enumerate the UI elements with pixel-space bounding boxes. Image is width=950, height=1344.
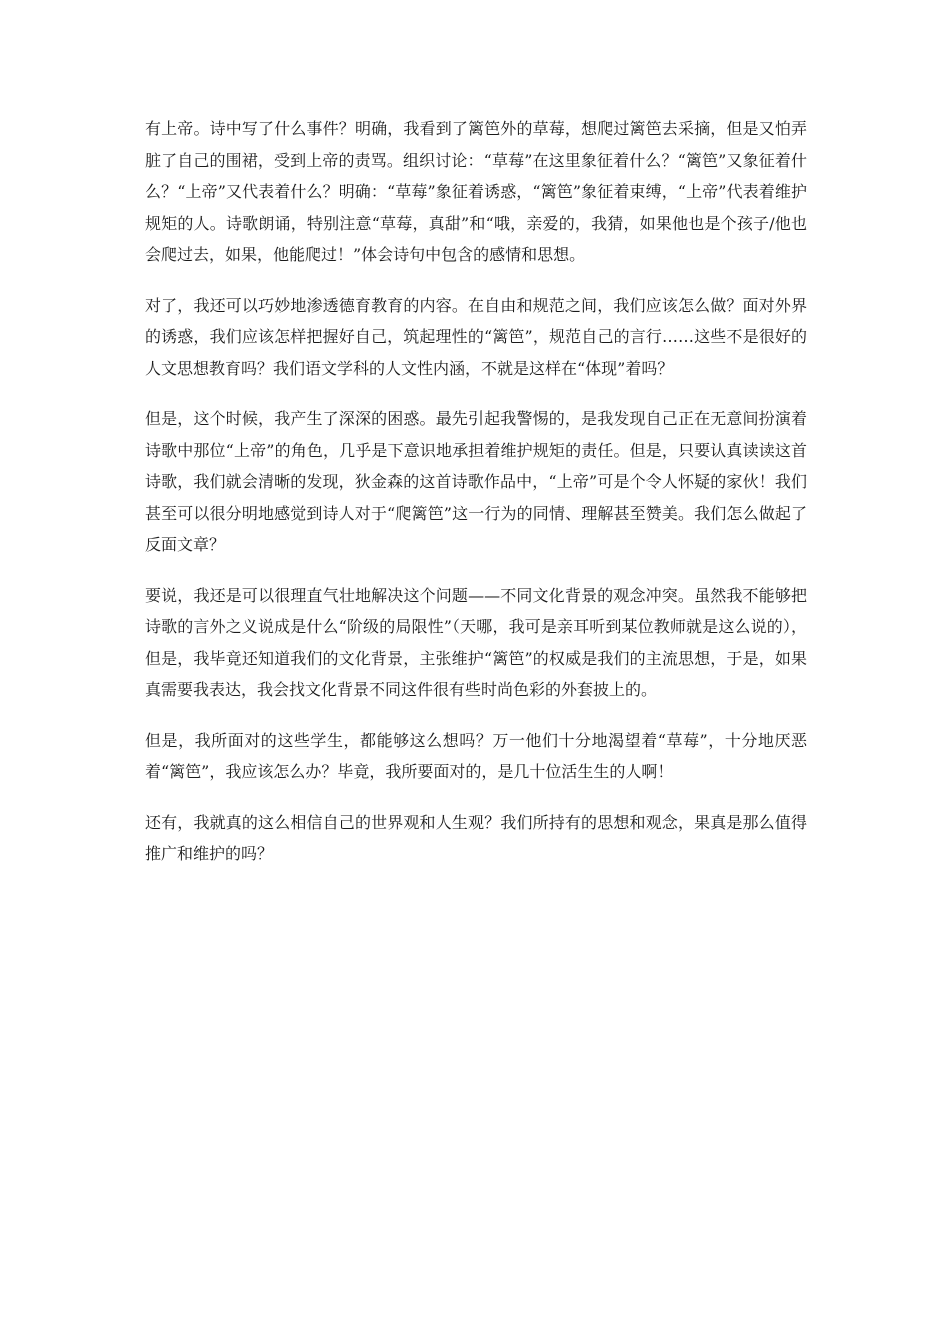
- document-page: [145, 113, 807, 889]
- paragraph: 但是，我所面对的这些学生，都能够这么想吗？万一他们十分地渴望着“草莓”，十分地厌恶着“篱笆”，我应该怎么办？毕竟，我所要面对的，是几十位活生生的人啊！: [145, 730, 807, 781]
- paragraph: 对了，我还可以巧妙地渗透德育教育的内容。在自由和规范之间，我们应该怎么做？面对外界的诱惑，我们应该怎样把握好自己，筑起理性的“篱笆”，规范自己的言行……这些不是很好的人文思想教育吗？我们语文学科的人文性内涵，不就是这样在“体现”着吗？: [145, 295, 807, 378]
- paragraph: 但是，这个时候，我产生了深深的困惑。最先引起我警惕的，是我发现自己正在无意间扮演着诗歌中那位“上帝”的角色，几乎是下意识地承担着维护规矩的责任。但是，只要认真读读这首诗歌，我们就会清晰的发现，狄金森的这首诗歌作品中，“上帝”可是个令人怀疑的家伙！我们甚至可以很分明地感觉到诗人对于“爬篱笆”这一行为的同情、理解甚至赞美。我们怎么做起了反面文章？: [145, 409, 807, 554]
- paragraph: 有上帝。诗中写了什么事件？明确，我看到了篱笆外的草莓，想爬过篱笆去采摘，但是又怕弄脏了自己的围裙，受到上帝的责骂。组织讨论：“草莓”在这里象征着什么？“篱笆”又象征着什么？“上帝”又代表着什么？明确：“草莓”象征着诱惑，“篱笆”象征着束缚，“上帝”代表着维护规矩的人。诗歌朗诵，特别注意“草莓，真甜”和“哦，亲爱的，我猜，如果他也是个孩子/他也会爬过去，如果，他能爬过！”体会诗句中包含的感情和思想。: [145, 119, 807, 264]
- paragraph: 要说，我还是可以很理直气壮地解决这个问题——不同文化背景的观念冲突。虽然我不能够把诗歌的言外之义说成是什么“阶级的局限性”（天哪，我可是亲耳听到某位教师就是这么说的），但是，我毕竟还知道我们的文化背景，主张维护“篱笆”的权威是我们的主流思想，于是，如果真需要我表达，我会找文化背景不同这件很有些时尚色彩的外套披上的。: [145, 585, 807, 699]
- paragraph: 还有，我就真的这么相信自己的世界观和人生观？我们所持有的思想和观念，果真是那么值得推广和维护的吗？: [145, 812, 807, 863]
